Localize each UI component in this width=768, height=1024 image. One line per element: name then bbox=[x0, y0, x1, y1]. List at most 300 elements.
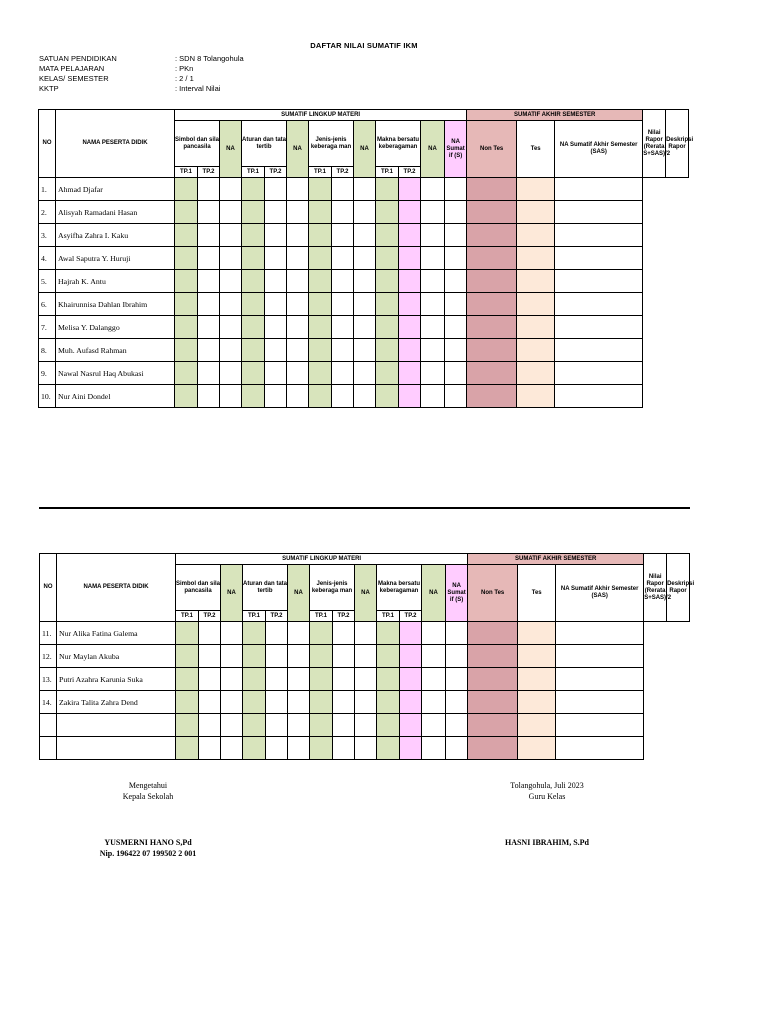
score-cell bbox=[421, 362, 445, 385]
col-header-na-sumatif: NA Sumat if (S) bbox=[446, 565, 468, 622]
score-cell bbox=[376, 201, 399, 224]
score-cell bbox=[287, 362, 309, 385]
score-cell bbox=[220, 201, 242, 224]
student-row bbox=[40, 691, 690, 714]
signature-right-block bbox=[477, 837, 617, 848]
score-cell bbox=[555, 270, 643, 293]
score-cell bbox=[518, 714, 556, 737]
student-no: 3. bbox=[39, 224, 56, 247]
student-row bbox=[39, 247, 689, 270]
score-cell bbox=[517, 270, 555, 293]
score-cell bbox=[243, 714, 266, 737]
score-cell bbox=[376, 178, 399, 201]
meta-value: : PKn bbox=[175, 64, 194, 73]
score-cell bbox=[310, 668, 333, 691]
score-cell bbox=[288, 645, 310, 668]
score-cell bbox=[518, 691, 556, 714]
score-cell bbox=[422, 691, 446, 714]
score-cell bbox=[309, 339, 332, 362]
score-cell bbox=[309, 293, 332, 316]
student-name: Nur Aini Dondel bbox=[56, 385, 175, 408]
col-header-tp1: TP.1 bbox=[376, 167, 399, 178]
score-cell bbox=[421, 270, 445, 293]
col-header-tp1: TP.1 bbox=[242, 167, 265, 178]
principal-name: YUSMERNI HANO S,Pd bbox=[104, 838, 192, 847]
score-cell bbox=[354, 293, 376, 316]
score-cell bbox=[199, 737, 221, 760]
score-cell bbox=[332, 270, 354, 293]
score-cell bbox=[266, 691, 288, 714]
student-row bbox=[39, 385, 689, 408]
score-cell bbox=[310, 645, 333, 668]
score-cell bbox=[422, 645, 446, 668]
student-no: 7. bbox=[39, 316, 56, 339]
score-cell bbox=[309, 201, 332, 224]
score-cell bbox=[242, 385, 265, 408]
col-header-topic: Makna bersatu keberagaman bbox=[377, 565, 422, 611]
student-no: 2. bbox=[39, 201, 56, 224]
col-header-no: NO bbox=[39, 110, 56, 178]
student-name: Awal Saputra Y. Huruji bbox=[56, 247, 175, 270]
score-cell bbox=[175, 178, 198, 201]
col-header-sumatif-lingkup: SUMATIF LINGKUP MATERI bbox=[175, 110, 467, 121]
score-cell bbox=[555, 293, 643, 316]
score-cell bbox=[266, 645, 288, 668]
score-cell bbox=[355, 622, 377, 645]
score-cell bbox=[309, 316, 332, 339]
signature-right-line1: Tolangohula, Juli 2023 bbox=[510, 781, 584, 790]
score-cell bbox=[265, 293, 287, 316]
score-cell bbox=[309, 224, 332, 247]
score-cell bbox=[221, 737, 243, 760]
student-row bbox=[40, 714, 690, 737]
score-cell bbox=[556, 737, 644, 760]
score-cell bbox=[517, 362, 555, 385]
score-cell bbox=[399, 201, 421, 224]
student-row bbox=[40, 622, 690, 645]
meta-label: KKTP bbox=[39, 84, 59, 93]
score-cell bbox=[333, 691, 355, 714]
score-cell bbox=[332, 178, 354, 201]
score-cell bbox=[198, 247, 220, 270]
score-cell bbox=[555, 201, 643, 224]
score-cell bbox=[176, 714, 199, 737]
score-cell bbox=[376, 293, 399, 316]
student-name bbox=[57, 714, 176, 737]
score-cell bbox=[421, 201, 445, 224]
score-cell bbox=[175, 201, 198, 224]
student-name: Alisyah Ramadani Hasan bbox=[56, 201, 175, 224]
col-header-na: NA bbox=[221, 565, 243, 622]
score-cell bbox=[517, 339, 555, 362]
score-cell bbox=[399, 362, 421, 385]
student-name: Zakira Talita Zahra Dend bbox=[57, 691, 176, 714]
student-name: Nawal Nasrul Haq Abukasi bbox=[56, 362, 175, 385]
score-cell bbox=[517, 224, 555, 247]
score-cell bbox=[198, 178, 220, 201]
score-cell bbox=[376, 316, 399, 339]
score-cell bbox=[310, 737, 333, 760]
student-row bbox=[39, 339, 689, 362]
score-cell bbox=[287, 385, 309, 408]
score-cell bbox=[175, 224, 198, 247]
score-cell bbox=[243, 668, 266, 691]
col-header-sumatif-lingkup: SUMATIF LINGKUP MATERI bbox=[176, 554, 468, 565]
score-cell bbox=[309, 362, 332, 385]
score-cell bbox=[445, 224, 467, 247]
score-cell bbox=[354, 201, 376, 224]
score-cell bbox=[332, 224, 354, 247]
score-cell bbox=[468, 622, 518, 645]
score-cell bbox=[242, 293, 265, 316]
score-cell bbox=[309, 270, 332, 293]
student-no: 14. bbox=[40, 691, 57, 714]
score-cell bbox=[265, 385, 287, 408]
score-cell bbox=[355, 668, 377, 691]
score-cell bbox=[399, 270, 421, 293]
score-cell bbox=[376, 385, 399, 408]
score-cell bbox=[517, 293, 555, 316]
score-cell bbox=[556, 714, 644, 737]
score-cell bbox=[445, 293, 467, 316]
score-cell bbox=[355, 645, 377, 668]
meta-value: : 2 / 1 bbox=[175, 74, 194, 83]
col-header-topic: Simbol dan sila pancasila bbox=[176, 565, 221, 611]
meta-value: : SDN 8 Tolangohula bbox=[175, 54, 244, 63]
score-cell bbox=[556, 622, 644, 645]
col-header-tes: Tes bbox=[517, 121, 555, 178]
grade-table-page-2 bbox=[39, 553, 695, 760]
score-cell bbox=[422, 737, 446, 760]
score-cell bbox=[266, 668, 288, 691]
score-cell bbox=[555, 247, 643, 270]
score-cell bbox=[220, 270, 242, 293]
score-cell bbox=[333, 622, 355, 645]
col-header-tp2: TP.2 bbox=[199, 611, 221, 622]
col-header-tp2: TP.2 bbox=[400, 611, 422, 622]
score-cell bbox=[288, 737, 310, 760]
student-no bbox=[40, 737, 57, 760]
score-cell bbox=[421, 247, 445, 270]
student-row bbox=[39, 201, 689, 224]
score-cell bbox=[467, 178, 517, 201]
student-no: 10. bbox=[39, 385, 56, 408]
student-no: 8. bbox=[39, 339, 56, 362]
score-cell bbox=[555, 339, 643, 362]
score-cell bbox=[332, 385, 354, 408]
score-cell bbox=[199, 645, 221, 668]
col-header-na: NA bbox=[421, 121, 445, 178]
score-cell bbox=[421, 224, 445, 247]
score-cell bbox=[265, 362, 287, 385]
student-name bbox=[57, 737, 176, 760]
score-cell bbox=[287, 178, 309, 201]
student-no: 13. bbox=[40, 668, 57, 691]
col-header-na-sumatif: NA Sumat if (S) bbox=[445, 121, 467, 178]
score-cell bbox=[399, 316, 421, 339]
student-no: 9. bbox=[39, 362, 56, 385]
col-header-na: NA bbox=[355, 565, 377, 622]
student-name: Ahmad Djafar bbox=[56, 178, 175, 201]
score-cell bbox=[422, 668, 446, 691]
signature-right-line2: Guru Kelas bbox=[528, 792, 566, 801]
score-cell bbox=[310, 622, 333, 645]
meta-label: MATA PELAJARAN bbox=[39, 64, 105, 73]
col-header-tp2: TP.2 bbox=[333, 611, 355, 622]
col-header-tp2: TP.2 bbox=[332, 167, 354, 178]
score-cell bbox=[377, 668, 400, 691]
score-cell bbox=[332, 247, 354, 270]
score-cell bbox=[467, 339, 517, 362]
score-cell bbox=[176, 622, 199, 645]
score-cell bbox=[399, 339, 421, 362]
col-header-name: NAMA PESERTA DIDIK bbox=[57, 554, 176, 622]
score-cell bbox=[199, 622, 221, 645]
score-cell bbox=[243, 691, 266, 714]
score-cell bbox=[220, 224, 242, 247]
score-cell bbox=[421, 293, 445, 316]
student-no: 12. bbox=[40, 645, 57, 668]
score-cell bbox=[199, 691, 221, 714]
score-cell bbox=[198, 339, 220, 362]
score-cell bbox=[266, 622, 288, 645]
score-cell bbox=[468, 645, 518, 668]
score-cell bbox=[176, 645, 199, 668]
score-cell bbox=[198, 316, 220, 339]
grade-table-page-1-clip bbox=[38, 109, 694, 407]
score-cell bbox=[265, 224, 287, 247]
student-no: 6. bbox=[39, 293, 56, 316]
score-cell bbox=[446, 645, 468, 668]
score-cell bbox=[467, 385, 517, 408]
score-cell bbox=[221, 645, 243, 668]
col-header-deskripsi: Deskripsi Rapor bbox=[666, 110, 689, 178]
student-no: 1. bbox=[39, 178, 56, 201]
score-cell bbox=[199, 668, 221, 691]
signature-left-line1: Mengetahui bbox=[128, 781, 168, 790]
score-cell bbox=[242, 224, 265, 247]
student-row bbox=[39, 293, 689, 316]
score-cell bbox=[332, 201, 354, 224]
score-cell bbox=[175, 339, 198, 362]
col-header-tp1: TP.1 bbox=[309, 167, 332, 178]
score-cell bbox=[243, 645, 266, 668]
col-header-tp1: TP.1 bbox=[310, 611, 333, 622]
score-cell bbox=[399, 178, 421, 201]
score-cell bbox=[422, 622, 446, 645]
col-header-nilai-rapor: Nilai Rapor (Rerata S+SAS)/2 bbox=[643, 110, 666, 178]
col-header-topic: Makna bersatu keberagaman bbox=[376, 121, 421, 167]
student-row bbox=[40, 645, 690, 668]
col-header-tp1: TP.1 bbox=[377, 611, 400, 622]
col-header-tp2: TP.2 bbox=[265, 167, 287, 178]
score-cell bbox=[445, 270, 467, 293]
student-row bbox=[39, 224, 689, 247]
score-cell bbox=[333, 737, 355, 760]
score-cell bbox=[198, 362, 220, 385]
score-cell bbox=[333, 645, 355, 668]
score-cell bbox=[220, 178, 242, 201]
score-cell bbox=[242, 339, 265, 362]
meta-row-kktp bbox=[39, 84, 244, 94]
score-cell bbox=[221, 691, 243, 714]
score-cell bbox=[287, 316, 309, 339]
meta-row-satuan bbox=[39, 54, 244, 64]
col-header-tp1: TP.1 bbox=[175, 167, 198, 178]
score-cell bbox=[446, 714, 468, 737]
student-row bbox=[39, 316, 689, 339]
student-name: Khairunnisa Dahlan Ibrahim bbox=[56, 293, 175, 316]
score-cell bbox=[266, 714, 288, 737]
score-cell bbox=[220, 316, 242, 339]
score-cell bbox=[265, 339, 287, 362]
score-cell bbox=[333, 714, 355, 737]
student-name: Asyifha Zahra I. Kaku bbox=[56, 224, 175, 247]
signature-left-block bbox=[70, 837, 226, 859]
score-cell bbox=[175, 316, 198, 339]
score-cell bbox=[400, 737, 422, 760]
score-cell bbox=[198, 270, 220, 293]
col-header-tp2: TP.2 bbox=[266, 611, 288, 622]
meta-value: : Interval Nilai bbox=[175, 84, 221, 93]
score-cell bbox=[220, 339, 242, 362]
col-header-topic: Aturan dan tata tertib bbox=[243, 565, 288, 611]
score-cell bbox=[242, 316, 265, 339]
col-header-sumatif-akhir: SUMATIF AKHIR SEMESTER bbox=[468, 554, 644, 565]
score-cell bbox=[468, 714, 518, 737]
score-cell bbox=[377, 622, 400, 645]
score-cell bbox=[199, 714, 221, 737]
score-cell bbox=[265, 270, 287, 293]
score-cell bbox=[354, 316, 376, 339]
student-no: 11. bbox=[40, 622, 57, 645]
col-header-topic: Aturan dan tata tertib bbox=[242, 121, 287, 167]
score-cell bbox=[399, 293, 421, 316]
score-cell bbox=[377, 645, 400, 668]
score-cell bbox=[242, 362, 265, 385]
score-cell bbox=[220, 362, 242, 385]
col-header-tp1: TP.1 bbox=[176, 611, 199, 622]
score-cell bbox=[555, 224, 643, 247]
score-cell bbox=[354, 270, 376, 293]
meta-row-mapel bbox=[39, 64, 244, 74]
score-cell bbox=[468, 737, 518, 760]
score-cell bbox=[517, 201, 555, 224]
score-cell bbox=[354, 362, 376, 385]
score-cell bbox=[242, 201, 265, 224]
col-header-tp2: TP.2 bbox=[198, 167, 220, 178]
student-row bbox=[39, 362, 689, 385]
score-cell bbox=[468, 691, 518, 714]
score-cell bbox=[287, 247, 309, 270]
student-name: Nur Maylan Akuba bbox=[57, 645, 176, 668]
score-cell bbox=[354, 385, 376, 408]
score-cell bbox=[242, 270, 265, 293]
score-cell bbox=[242, 178, 265, 201]
score-cell bbox=[376, 270, 399, 293]
score-cell bbox=[376, 362, 399, 385]
student-name: Melisa Y. Dalanggo bbox=[56, 316, 175, 339]
score-cell bbox=[287, 270, 309, 293]
score-cell bbox=[175, 247, 198, 270]
student-row bbox=[40, 737, 690, 760]
score-cell bbox=[400, 622, 422, 645]
score-cell bbox=[467, 293, 517, 316]
score-cell bbox=[555, 316, 643, 339]
score-cell bbox=[355, 691, 377, 714]
score-cell bbox=[221, 622, 243, 645]
grade-table-page-1 bbox=[38, 109, 694, 408]
score-cell bbox=[309, 178, 332, 201]
score-cell bbox=[332, 316, 354, 339]
score-cell bbox=[446, 737, 468, 760]
col-header-non-tes: Non Tes bbox=[468, 565, 518, 622]
score-cell bbox=[287, 293, 309, 316]
score-cell bbox=[377, 691, 400, 714]
col-header-na: NA bbox=[422, 565, 446, 622]
student-name: Hajrah K. Antu bbox=[56, 270, 175, 293]
document-title: DAFTAR NILAI SUMATIF IKM bbox=[310, 41, 418, 50]
student-row bbox=[40, 668, 690, 691]
score-cell bbox=[175, 362, 198, 385]
score-cell bbox=[175, 385, 198, 408]
score-cell bbox=[354, 178, 376, 201]
score-cell bbox=[220, 293, 242, 316]
score-cell bbox=[467, 316, 517, 339]
score-cell bbox=[243, 737, 266, 760]
score-cell bbox=[445, 316, 467, 339]
score-cell bbox=[333, 668, 355, 691]
col-header-na: NA bbox=[220, 121, 242, 178]
meta-row-kelas bbox=[39, 74, 244, 84]
score-cell bbox=[399, 247, 421, 270]
score-cell bbox=[287, 224, 309, 247]
score-cell bbox=[467, 224, 517, 247]
page-break-line bbox=[39, 507, 690, 509]
score-cell bbox=[354, 247, 376, 270]
score-cell bbox=[287, 339, 309, 362]
score-cell bbox=[467, 247, 517, 270]
col-header-name: NAMA PESERTA DIDIK bbox=[56, 110, 175, 178]
signature-left-line2: Kepala Sekolah bbox=[122, 792, 174, 801]
score-cell bbox=[555, 362, 643, 385]
student-row bbox=[39, 178, 689, 201]
student-name: Putri Azahra Karunia Suka bbox=[57, 668, 176, 691]
col-header-tes: Tes bbox=[518, 565, 556, 622]
score-cell bbox=[518, 645, 556, 668]
score-cell bbox=[176, 668, 199, 691]
score-cell bbox=[176, 691, 199, 714]
score-cell bbox=[421, 178, 445, 201]
score-cell bbox=[288, 668, 310, 691]
document-meta bbox=[39, 54, 244, 94]
score-cell bbox=[265, 201, 287, 224]
col-header-sumatif-akhir: SUMATIF AKHIR SEMESTER bbox=[467, 110, 643, 121]
score-cell bbox=[517, 178, 555, 201]
score-cell bbox=[555, 178, 643, 201]
col-header-na-sas: NA Sumatif Akhir Semester (SAS) bbox=[556, 565, 644, 622]
score-cell bbox=[220, 247, 242, 270]
col-header-na: NA bbox=[354, 121, 376, 178]
score-cell bbox=[175, 270, 198, 293]
score-cell bbox=[518, 622, 556, 645]
score-cell bbox=[221, 714, 243, 737]
score-cell bbox=[556, 645, 644, 668]
score-cell bbox=[354, 339, 376, 362]
col-header-topic: Simbol dan sila pancasila bbox=[175, 121, 220, 167]
col-header-nilai-rapor: Nilai Rapor (Rerata S+SAS)/2 bbox=[644, 554, 667, 622]
score-cell bbox=[220, 385, 242, 408]
